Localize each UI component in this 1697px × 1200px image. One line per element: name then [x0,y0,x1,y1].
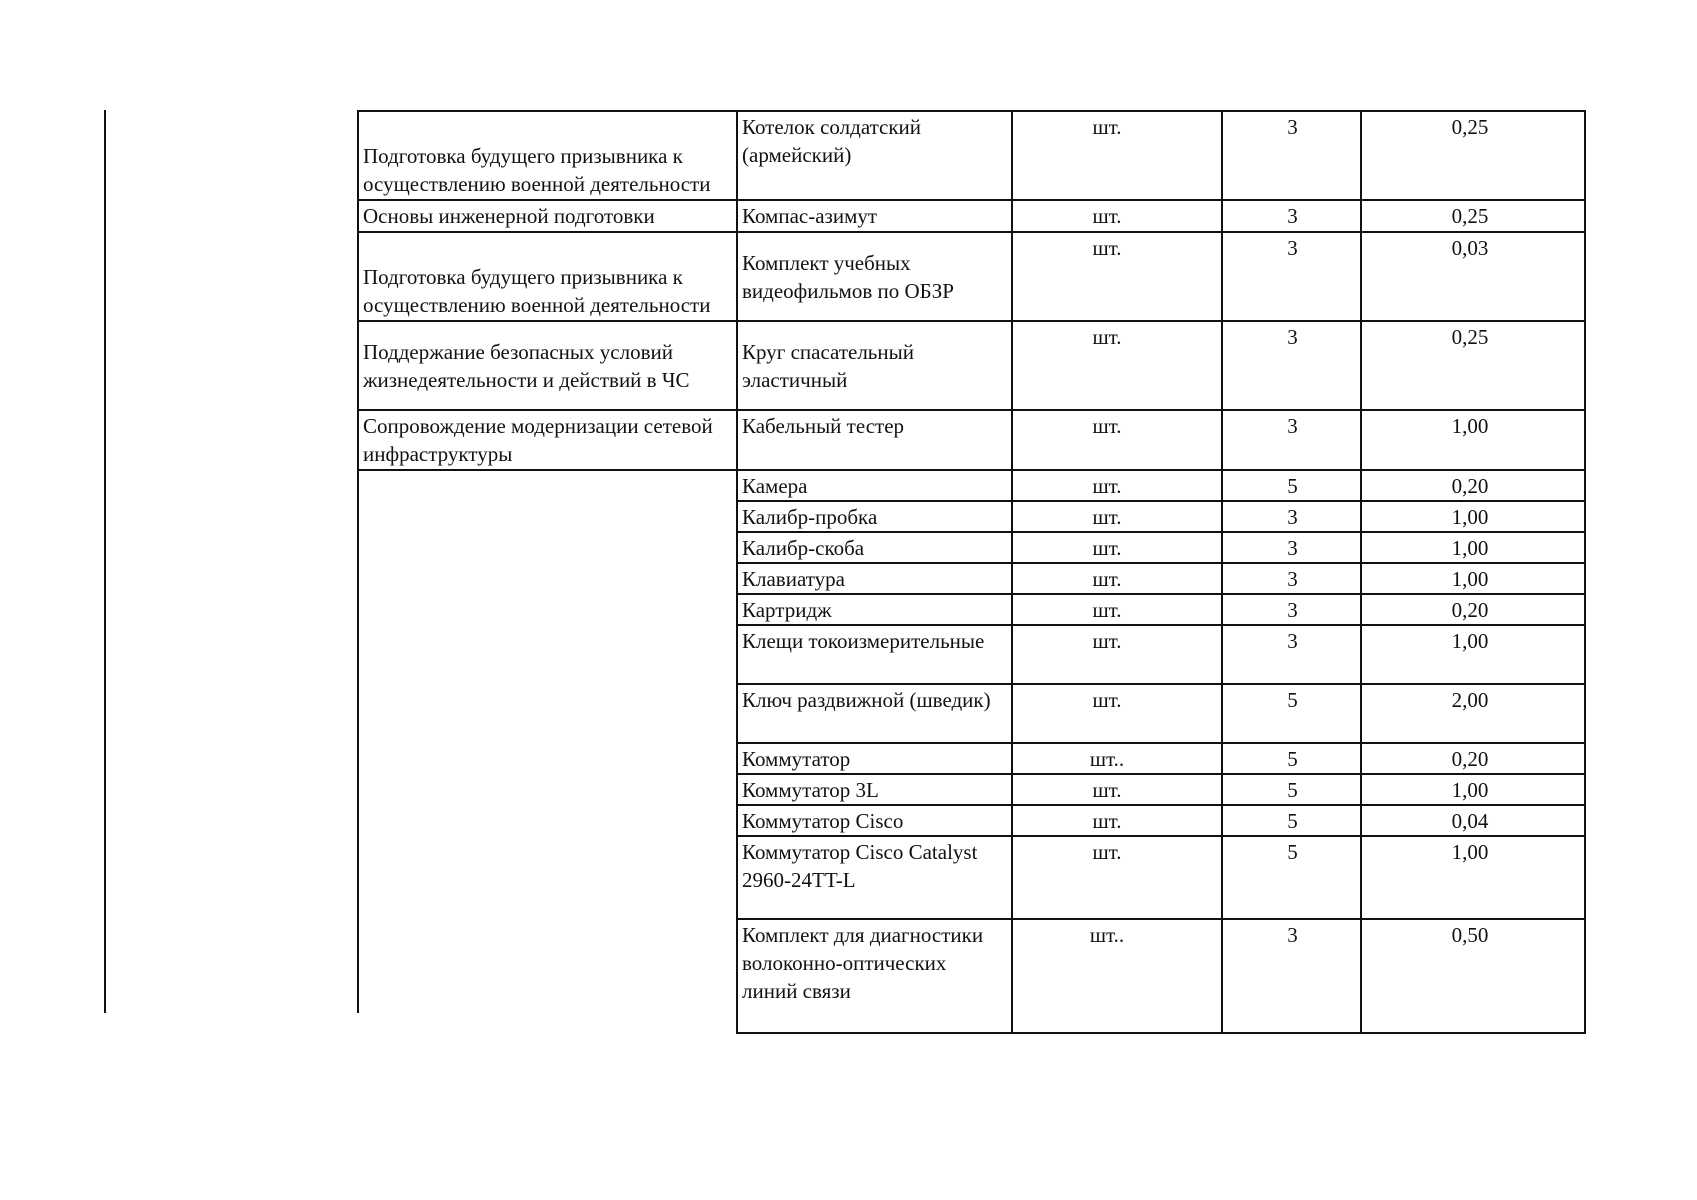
table-row [358,321,1585,410]
value-cell: 2,00 [1361,684,1585,743]
section-cell-empty [358,625,737,684]
unit-cell: шт. [1012,625,1222,684]
section-cell: Поддержание безопасных условий жизнедеятельности и действий в ЧС [358,321,737,410]
equipment-table [357,110,1586,1034]
value-cell: 0,25 [1361,111,1585,200]
value-cell: 1,00 [1361,532,1585,563]
table-row [358,684,1585,743]
table-row [358,111,1585,200]
quantity-cell: 3 [1222,594,1361,625]
value-cell: 1,00 [1361,501,1585,532]
table-row [358,919,1585,1033]
table-row [358,563,1585,594]
table-row [358,625,1585,684]
unit-cell: шт. [1012,470,1222,501]
quantity-cell: 3 [1222,563,1361,594]
left-margin-rule [104,110,106,1013]
value-cell: 0,25 [1361,200,1585,232]
section-cell: Подготовка будущего призывника к осуществлению военной деятельности [358,232,737,321]
item-name-cell: Коммутатор 3L [737,774,1012,805]
value-cell: 1,00 [1361,625,1585,684]
quantity-cell: 5 [1222,836,1361,919]
quantity-cell: 3 [1222,111,1361,200]
table-row [358,774,1585,805]
quantity-cell: 5 [1222,743,1361,774]
item-name-cell: Картридж [737,594,1012,625]
section-cell-empty [358,594,737,625]
unit-cell: шт. [1012,200,1222,232]
value-cell: 1,00 [1361,836,1585,919]
item-name-cell: Клавиатура [737,563,1012,594]
quantity-cell: 3 [1222,410,1361,470]
unit-cell: шт. [1012,594,1222,625]
quantity-cell: 3 [1222,501,1361,532]
quantity-cell: 3 [1222,321,1361,410]
value-cell: 0,20 [1361,594,1585,625]
quantity-cell: 3 [1222,532,1361,563]
item-name-cell: Калибр-скоба [737,532,1012,563]
value-cell: 0,04 [1361,805,1585,836]
item-name-cell: Комплект учебных видеофильмов по ОБЗР [737,232,1012,321]
unit-cell: шт. [1012,563,1222,594]
table-row [358,836,1585,919]
item-name-cell: Калибр-пробка [737,501,1012,532]
item-name-cell: Коммутатор Cisco Catalyst 2960-24TT-L [737,836,1012,919]
item-name-cell: Компас-азимут [737,200,1012,232]
section-cell: Основы инженерной подготовки [358,200,737,232]
item-name-cell: Коммутатор [737,743,1012,774]
unit-cell: шт. [1012,684,1222,743]
value-cell: 0,20 [1361,470,1585,501]
section-cell-empty [358,805,737,836]
unit-cell: шт. [1012,232,1222,321]
value-cell: 0,20 [1361,743,1585,774]
table-row [358,410,1585,470]
section-cell-empty [358,836,737,919]
table-row [358,232,1585,321]
quantity-cell: 5 [1222,684,1361,743]
table-row [358,743,1585,774]
value-cell: 1,00 [1361,563,1585,594]
table-row [358,594,1585,625]
unit-cell: шт. [1012,321,1222,410]
table-row [358,501,1585,532]
unit-cell: шт. [1012,774,1222,805]
item-name-cell: Комплект для диагностики волоконно-оптических линий связи [737,919,1012,1033]
unit-cell: шт. [1012,532,1222,563]
section-cell-empty [358,774,737,805]
quantity-cell: 3 [1222,232,1361,321]
unit-cell: шт.. [1012,743,1222,774]
table-row [358,200,1585,232]
section-cell-empty [358,919,737,1033]
value-cell: 0,25 [1361,321,1585,410]
quantity-cell: 5 [1222,470,1361,501]
quantity-cell: 3 [1222,200,1361,232]
section-cell-empty [358,684,737,743]
quantity-cell: 5 [1222,805,1361,836]
section-cell-empty [358,532,737,563]
item-name-cell: Клещи токоизмерительные [737,625,1012,684]
unit-cell: шт. [1012,410,1222,470]
unit-cell: шт. [1012,805,1222,836]
unit-cell: шт. [1012,836,1222,919]
section-cell-empty [358,470,737,501]
table-row [358,532,1585,563]
unit-cell: шт.. [1012,919,1222,1033]
item-name-cell: Ключ раздвижной (шведик) [737,684,1012,743]
value-cell: 0,50 [1361,919,1585,1033]
unit-cell: шт. [1012,111,1222,200]
item-name-cell: Камера [737,470,1012,501]
section-cell: Сопровождение модернизации сетевой инфраструктуры [358,410,737,470]
section-cell-empty [358,563,737,594]
quantity-cell: 3 [1222,625,1361,684]
value-cell: 1,00 [1361,410,1585,470]
quantity-cell: 3 [1222,919,1361,1033]
quantity-cell: 5 [1222,774,1361,805]
table-row [358,805,1585,836]
section-cell-empty [358,743,737,774]
item-name-cell: Кабельный тестер [737,410,1012,470]
table-row [358,470,1585,501]
section-cell: Подготовка будущего призывника к осуществлению военной деятельности [358,111,737,200]
value-cell: 0,03 [1361,232,1585,321]
value-cell: 1,00 [1361,774,1585,805]
item-name-cell: Коммутатор Cisco [737,805,1012,836]
item-name-cell: Котелок солдатский (армейский) [737,111,1012,200]
unit-cell: шт. [1012,501,1222,532]
section-cell-empty [358,501,737,532]
item-name-cell: Круг спасательный эластичный [737,321,1012,410]
